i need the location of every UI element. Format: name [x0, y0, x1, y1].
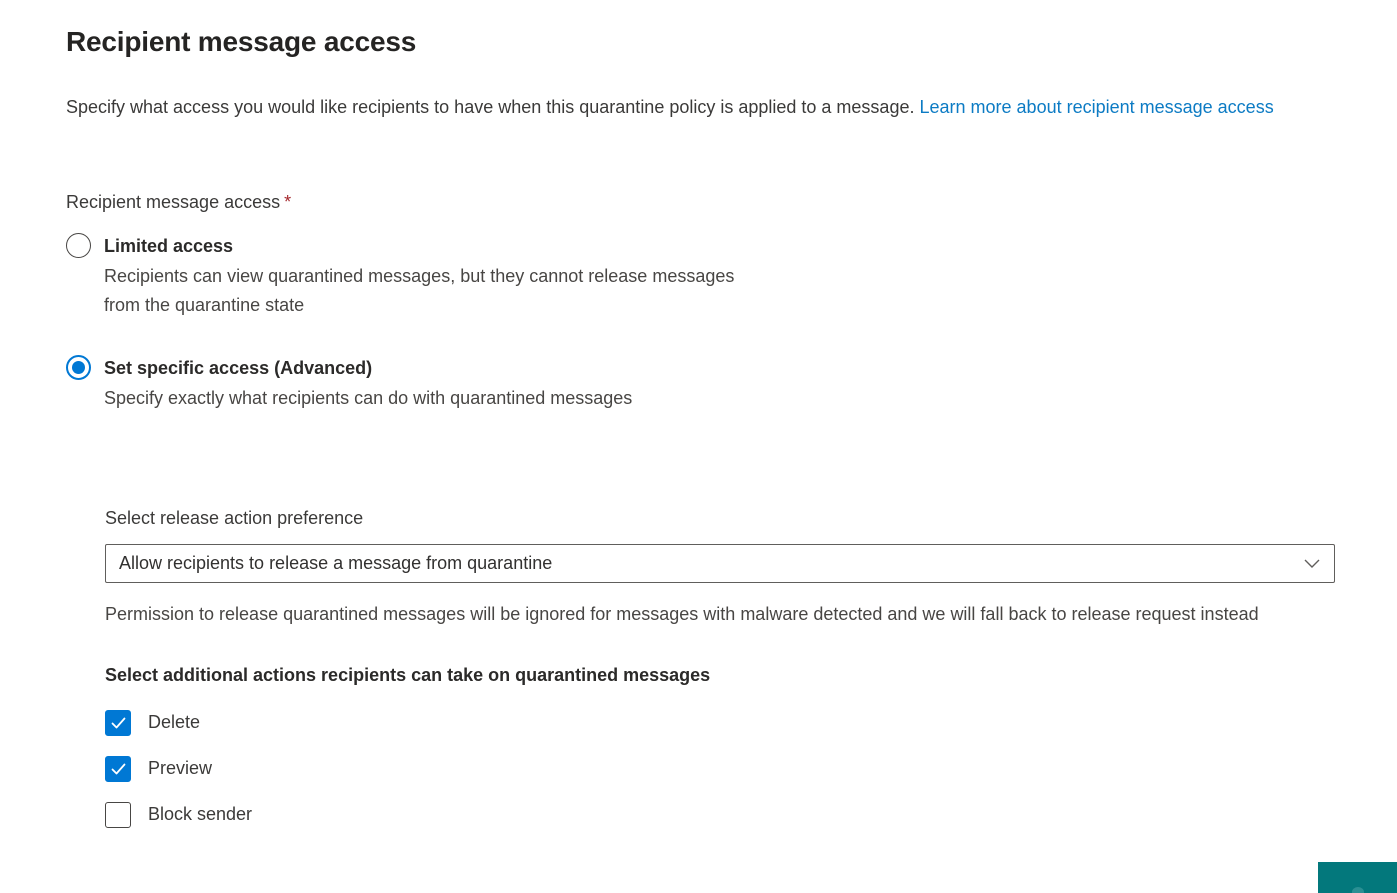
help-glyph-icon	[1352, 887, 1364, 893]
checkmark-icon	[111, 717, 126, 729]
radio-circle-icon[interactable]	[66, 355, 91, 380]
checkmark-icon	[111, 763, 126, 775]
radio-option-description: Specify exactly what recipients can do with quarantined messages	[104, 388, 633, 408]
radio-option-text	[104, 356, 632, 413]
dropdown-selected-value: Allow recipients to release a message from quarantine	[119, 553, 553, 573]
checkbox-icon[interactable]	[105, 802, 131, 828]
additional-actions-list	[105, 709, 1397, 828]
checkbox-row-preview[interactable]	[105, 755, 1397, 782]
radio-option-description: Recipients can view quarantined messages, but they cannot release messages from the quarantine state	[104, 266, 735, 315]
radio-group-label	[66, 190, 1397, 214]
help-button[interactable]	[1318, 862, 1397, 893]
release-preference-label: Select release action preference	[105, 508, 364, 528]
radio-option-text	[104, 234, 754, 320]
checkbox-label: Delete	[148, 712, 201, 732]
page-title: Recipient message access	[66, 26, 417, 57]
radio-option-set-specific-access[interactable]	[66, 356, 1397, 413]
checkbox-label: Preview	[148, 758, 213, 778]
additional-actions-label: Select additional actions recipients can take on quarantined messages	[105, 665, 711, 685]
page-description	[66, 93, 1316, 122]
radio-circle-icon[interactable]	[66, 233, 91, 258]
radio-group-label-text: Recipient message access	[66, 192, 281, 212]
required-marker: *	[284, 192, 292, 212]
learn-more-link[interactable]: Learn more about recipient message access	[919, 97, 1274, 117]
checkbox-icon[interactable]	[105, 710, 131, 736]
checkbox-row-block-sender[interactable]	[105, 801, 1397, 828]
page-description-text: Specify what access you would like recipients to have when this quarantine policy is applied to a message.	[66, 97, 915, 117]
chevron-down-icon	[1304, 559, 1320, 569]
checkbox-label: Block sender	[148, 804, 253, 824]
release-action-dropdown[interactable]	[105, 544, 1335, 583]
release-preference-note: Permission to release quarantined messages will be ignored for messages with malware detected and we will fall back to release request instead	[105, 604, 1259, 624]
checkbox-icon[interactable]	[105, 756, 131, 782]
checkbox-row-delete[interactable]	[105, 709, 1397, 736]
advanced-access-section	[105, 506, 1397, 828]
radio-option-label: Limited access	[104, 236, 234, 256]
radio-option-limited-access[interactable]	[66, 234, 1397, 320]
radio-option-label: Set specific access (Advanced)	[104, 358, 373, 378]
